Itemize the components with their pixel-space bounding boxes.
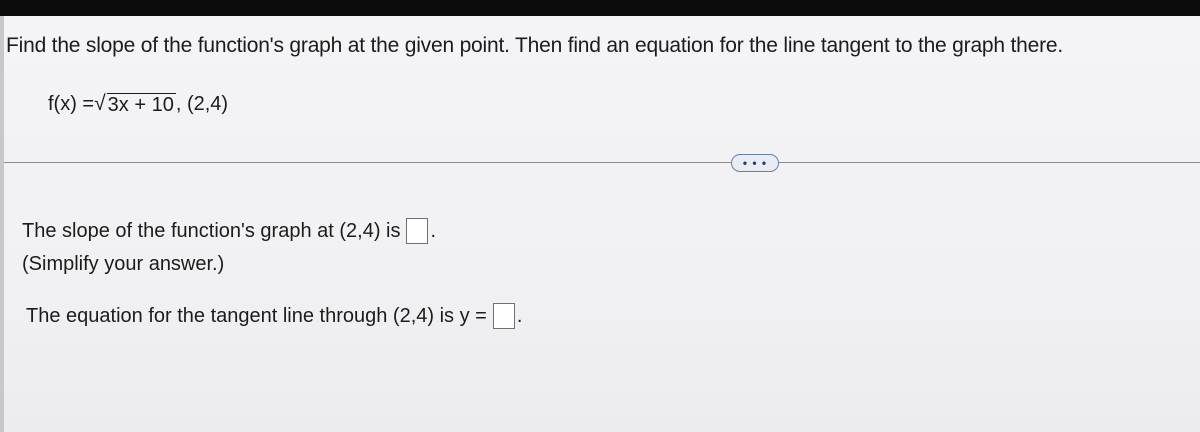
left-edge	[0, 16, 4, 432]
slope-period: .	[430, 219, 437, 242]
slope-prompt	[22, 218, 436, 244]
formula-point: , (2,4)	[175, 92, 229, 115]
question-text: Find the slope of the function's graph at the given point. Then find an equation for the line tangent to the graph there.	[6, 34, 1064, 57]
function-formula	[48, 92, 228, 116]
formula-radicand: 3x + 10	[107, 93, 174, 116]
slope-answer-input[interactable]	[406, 218, 428, 244]
sqrt-icon: √	[94, 92, 106, 115]
divider	[4, 162, 1200, 163]
tangent-period: .	[516, 304, 523, 327]
tangent-prompt	[26, 303, 522, 329]
more-options-button[interactable]: • • •	[731, 154, 779, 172]
tangent-prompt-text: The equation for the tangent line through (2,4) is y =	[26, 304, 487, 327]
tangent-answer-input[interactable]	[493, 303, 515, 329]
slope-prompt-text: The slope of the function's graph at (2,4) is	[22, 219, 401, 242]
formula-lhs: f(x) =	[48, 92, 95, 115]
simplify-hint: (Simplify your answer.)	[22, 253, 225, 275]
top-bar	[0, 0, 1200, 16]
